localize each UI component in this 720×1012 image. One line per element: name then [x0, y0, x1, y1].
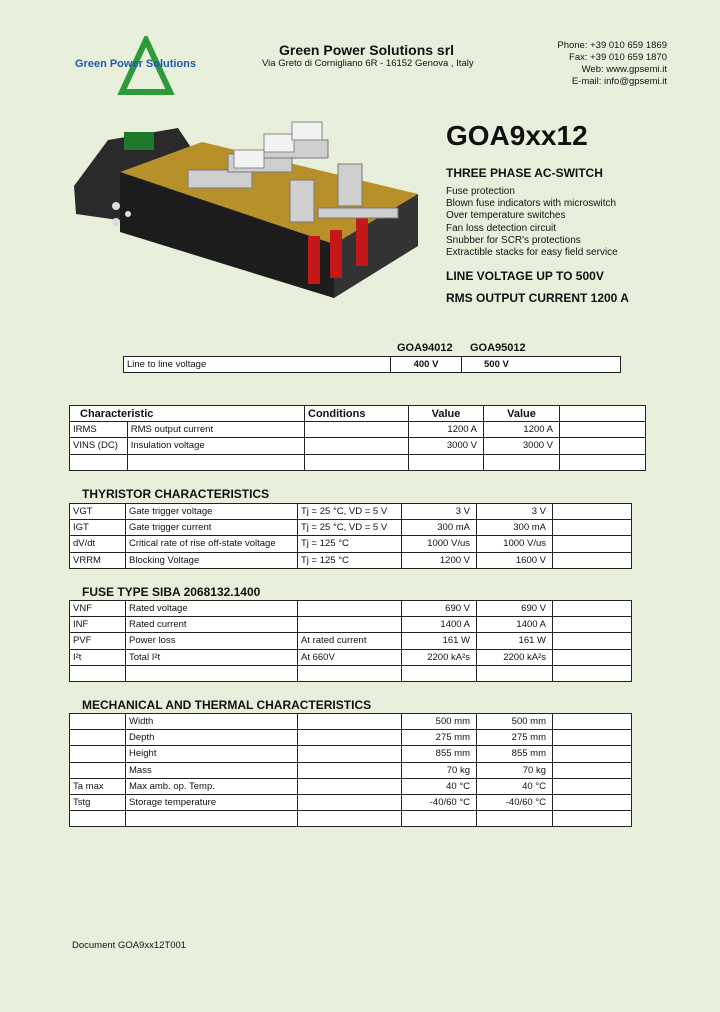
empty-cell	[560, 422, 646, 438]
line-voltage-v1: 400 V	[391, 357, 462, 373]
value-cell: 1200 A	[484, 422, 560, 438]
fuse-table	[69, 600, 632, 682]
empty-cell	[560, 454, 646, 470]
condition-cell: Tj = 125 °C	[298, 552, 402, 568]
value-cell: 855 mm	[477, 746, 553, 762]
list-item: Snubber for SCR's protections	[446, 234, 581, 246]
empty-cell	[553, 617, 632, 633]
company-address: Via Greto di Cornigliano 6R - 16152 Genova , Italy	[262, 58, 474, 69]
description-cell: Max amb. op. Temp.	[126, 778, 298, 794]
empty-cell	[484, 454, 560, 470]
empty-cell	[305, 454, 409, 470]
value-cell: 1200 V	[402, 552, 477, 568]
empty-cell	[298, 665, 402, 681]
empty-cell	[553, 649, 632, 665]
document-id: Document GOA9xx12T001	[72, 940, 187, 951]
col-characteristic: Characteristic	[70, 406, 305, 422]
value-cell: 3000 V	[484, 438, 560, 454]
contact-block	[520, 40, 667, 88]
table-row	[70, 536, 632, 552]
empty-cell	[402, 665, 477, 681]
list-item: Extractible stacks for easy field service	[446, 247, 618, 259]
contact-phone: Phone: +39 010 659 1869	[557, 40, 667, 51]
description-cell: Width	[126, 714, 298, 730]
condition-cell	[298, 714, 402, 730]
condition-cell	[298, 762, 402, 778]
value-cell: 690 V	[402, 601, 477, 617]
empty-cell	[553, 520, 632, 536]
company-name: Green Power Solutions srl	[279, 42, 455, 58]
value-cell: 500 mm	[477, 714, 553, 730]
table-row	[70, 778, 632, 794]
empty-cell	[70, 454, 128, 470]
list-item: Over temperature switches	[446, 210, 566, 222]
condition-cell	[298, 617, 402, 633]
symbol-cell: VRRM	[70, 552, 126, 568]
empty-cell	[477, 665, 553, 681]
characteristic-table	[69, 405, 646, 471]
symbol-cell: IRMS	[70, 422, 128, 438]
condition-cell	[298, 601, 402, 617]
empty-cell	[553, 778, 632, 794]
table-row	[70, 730, 632, 746]
description-cell: Gate trigger voltage	[126, 504, 298, 520]
table-row	[70, 794, 632, 810]
contact-web[interactable]: Web: www.gpsemi.it	[581, 64, 667, 75]
line-voltage-v2: 500 V	[462, 357, 621, 373]
condition-cell	[305, 438, 409, 454]
condition-cell	[298, 730, 402, 746]
empty-cell	[553, 504, 632, 520]
col-empty	[560, 406, 646, 422]
list-item: Fan loss detection circuit	[446, 222, 557, 234]
symbol-cell	[70, 762, 126, 778]
symbol-cell: Ta max	[70, 778, 126, 794]
value-cell: 300 mA	[477, 520, 553, 536]
value-cell: 161 W	[477, 633, 553, 649]
description-cell: Critical rate of rise off-state voltage	[126, 536, 298, 552]
symbol-cell: VINS (DC)	[70, 438, 128, 454]
value-cell: 1200 A	[409, 422, 484, 438]
model-header-2: GOA95012	[470, 342, 526, 354]
thyristor-table	[69, 503, 632, 569]
table-row	[70, 617, 632, 633]
table-row	[70, 811, 632, 827]
table-row	[70, 454, 646, 470]
symbol-cell: VGT	[70, 504, 126, 520]
condition-cell: At rated current	[298, 633, 402, 649]
table-row	[70, 422, 646, 438]
list-item: Blown fuse indicators with microswitch	[446, 198, 617, 210]
value-cell: -40/60 °C	[477, 794, 553, 810]
logo-text: Green Power Solutions	[75, 58, 197, 70]
value-cell: 275 mm	[402, 730, 477, 746]
empty-cell	[553, 601, 632, 617]
symbol-cell	[70, 714, 126, 730]
empty-cell	[553, 794, 632, 810]
value-cell: 1400 A	[402, 617, 477, 633]
empty-cell	[553, 746, 632, 762]
product-image	[68, 112, 424, 312]
empty-cell	[553, 665, 632, 681]
fuse-title: FUSE TYPE SIBA 2068132.1400	[82, 585, 261, 599]
condition-cell: At 660V	[298, 649, 402, 665]
table-row	[70, 714, 632, 730]
value-cell: 3000 V	[409, 438, 484, 454]
condition-cell: Tj = 125 °C	[298, 536, 402, 552]
condition-cell	[305, 422, 409, 438]
value-cell: 3 V	[477, 504, 553, 520]
description-cell: Mass	[126, 762, 298, 778]
empty-cell	[126, 665, 298, 681]
symbol-cell	[70, 746, 126, 762]
value-cell: 2200 kA²s	[477, 649, 553, 665]
symbol-cell: VNF	[70, 601, 126, 617]
table-row	[70, 601, 632, 617]
thyristor-title: THYRISTOR CHARACTERISTICS	[82, 487, 270, 501]
mechanical-title: MECHANICAL AND THERMAL CHARACTERISTICS	[82, 698, 372, 712]
condition-cell: Tj = 25 °C, VD = 5 V	[298, 504, 402, 520]
description-cell: RMS output current	[127, 422, 304, 438]
col-conditions: Conditions	[305, 406, 409, 422]
value-cell: 1400 A	[477, 617, 553, 633]
value-cell: 1000 V/us	[402, 536, 477, 552]
table-row	[70, 552, 632, 568]
value-cell: 300 mA	[402, 520, 477, 536]
list-item: Fuse protection	[446, 186, 515, 197]
value-cell: 275 mm	[477, 730, 553, 746]
value-cell: 161 W	[402, 633, 477, 649]
value-cell: -40/60 °C	[402, 794, 477, 810]
col-value-1: Value	[409, 406, 484, 422]
value-cell	[402, 811, 477, 827]
value-cell: 1600 V	[477, 552, 553, 568]
model-header-1: GOA94012	[397, 342, 453, 354]
value-cell: 3 V	[402, 504, 477, 520]
feature-list	[446, 186, 618, 259]
symbol-cell: INF	[70, 617, 126, 633]
description-cell: Depth	[126, 730, 298, 746]
table-row	[70, 633, 632, 649]
empty-cell	[553, 811, 632, 827]
description-cell: Rated current	[126, 617, 298, 633]
symbol-cell: dV/dt	[70, 536, 126, 552]
empty-cell	[560, 438, 646, 454]
contact-fax: Fax: +39 010 659 1870	[569, 52, 667, 63]
col-value-2: Value	[484, 406, 560, 422]
table-row	[70, 520, 632, 536]
empty-cell	[553, 633, 632, 649]
symbol-cell: PVF	[70, 633, 126, 649]
value-cell	[477, 811, 553, 827]
condition-cell	[298, 778, 402, 794]
description-cell: Storage temperature	[126, 794, 298, 810]
symbol-cell	[70, 730, 126, 746]
empty-cell	[553, 536, 632, 552]
empty-cell	[553, 552, 632, 568]
symbol-cell: I²t	[70, 649, 126, 665]
table-row	[70, 665, 632, 681]
value-cell: 690 V	[477, 601, 553, 617]
symbol-cell	[70, 811, 126, 827]
table-row	[70, 649, 632, 665]
value-cell: 70 kg	[477, 762, 553, 778]
rating-voltage: LINE VOLTAGE UP TO 500V	[446, 269, 604, 283]
product-code: GOA9xx12	[446, 120, 588, 151]
empty-cell	[553, 762, 632, 778]
table-row	[70, 438, 646, 454]
empty-cell	[127, 454, 304, 470]
table-row	[124, 357, 621, 373]
rating-current: RMS OUTPUT CURRENT 1200 A	[446, 291, 629, 305]
description-cell: Gate trigger current	[126, 520, 298, 536]
empty-cell	[409, 454, 484, 470]
description-cell: Total I²t	[126, 649, 298, 665]
value-cell: 70 kg	[402, 762, 477, 778]
line-voltage-table	[123, 356, 621, 373]
description-cell: Insulation voltage	[127, 438, 304, 454]
empty-cell	[553, 730, 632, 746]
line-voltage-label: Line to line voltage	[124, 357, 391, 373]
product-subtitle: THREE PHASE AC-SWITCH	[446, 166, 603, 180]
symbol-cell: Tstg	[70, 794, 126, 810]
empty-cell	[70, 665, 126, 681]
condition-cell	[298, 746, 402, 762]
contact-email[interactable]: E-mail: info@gpsemi.it	[571, 76, 667, 87]
description-cell: Rated voltage	[126, 601, 298, 617]
value-cell: 2200 kA²s	[402, 649, 477, 665]
value-cell: 500 mm	[402, 714, 477, 730]
condition-cell	[298, 811, 402, 827]
description-cell	[126, 811, 298, 827]
table-row	[70, 762, 632, 778]
symbol-cell: IGT	[70, 520, 126, 536]
description-cell: Power loss	[126, 633, 298, 649]
value-cell: 855 mm	[402, 746, 477, 762]
table-header-row	[70, 406, 646, 422]
description-cell: Blocking Voltage	[126, 552, 298, 568]
value-cell: 40 °C	[402, 778, 477, 794]
description-cell: Height	[126, 746, 298, 762]
table-row	[70, 504, 632, 520]
mechanical-table	[69, 713, 632, 827]
empty-cell	[553, 714, 632, 730]
condition-cell	[298, 794, 402, 810]
table-row	[70, 746, 632, 762]
value-cell: 1000 V/us	[477, 536, 553, 552]
value-cell: 40 °C	[477, 778, 553, 794]
condition-cell: Tj = 25 °C, VD = 5 V	[298, 520, 402, 536]
